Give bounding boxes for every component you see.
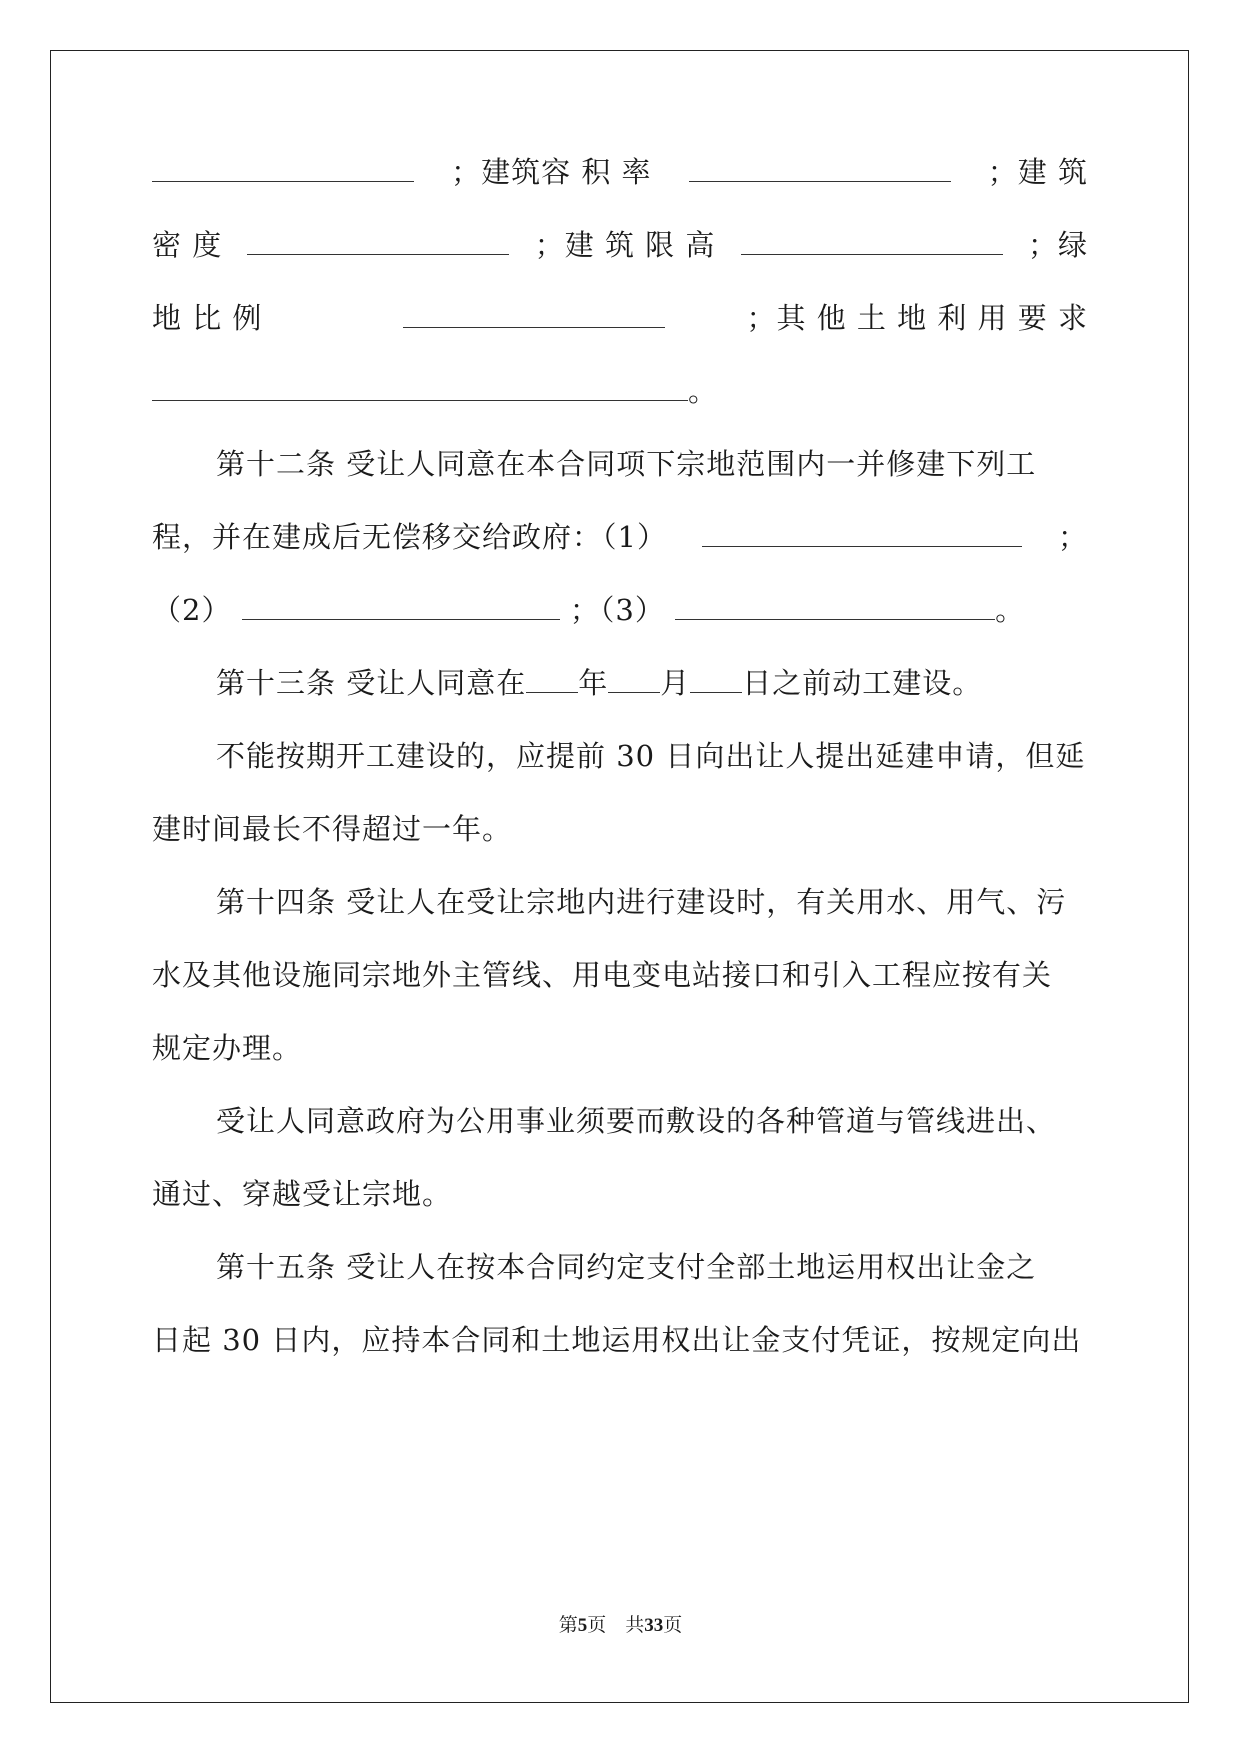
- month-label: 月: [660, 666, 691, 700]
- text-line-1: [152, 152, 1088, 192]
- period: 。: [995, 593, 1026, 627]
- paragraph-delay-line-2: 建时间最长不得超过一年。: [152, 812, 513, 846]
- blank-field-height-limit: [741, 228, 1003, 255]
- article-14-line-3: 规定办理。: [152, 1031, 303, 1065]
- blank-field-green-ratio: [403, 301, 665, 328]
- footer-suffix: 页: [663, 1615, 683, 1636]
- label-green: ；绿: [1027, 228, 1088, 262]
- year-label: 年: [578, 666, 609, 700]
- paragraph-delay-line-1: 不能按期开工建设的，应提前 30 日向出让人提出延建申请，但延: [216, 739, 1086, 773]
- article-14-line-2: 水及其他设施同宗地外主管线、用电变电站接口和引入工程应按有关: [152, 958, 1053, 992]
- footer-mid: 页 共: [587, 1615, 645, 1636]
- label-height-limit: ；建 筑 限 高: [534, 228, 716, 262]
- blank-field-density: [247, 228, 509, 255]
- article-12-line-2: [152, 517, 1088, 557]
- day-label: 日之前动工建设。: [742, 666, 983, 700]
- page-number: 5: [577, 1615, 588, 1636]
- text-line-4: [152, 371, 1088, 411]
- footer-prefix: 第: [558, 1615, 578, 1636]
- article-13: [216, 663, 1088, 703]
- page-footer: [0, 1614, 1241, 1638]
- article-15-line-1: 第十五条 受让人在按本合同约定支付全部土地运用权出让金之: [216, 1250, 1037, 1284]
- blank-field-project-2: [242, 593, 560, 620]
- label-plot-ratio: ；建筑容 积 率: [451, 155, 652, 189]
- total-pages: 33: [644, 1615, 664, 1636]
- article-12-text: 程，并在建成后无偿移交给政府：（1）: [152, 520, 667, 554]
- article-14-line-1: 第十四条 受让人在受让宗地内进行建设时，有关用水、用气、污: [216, 885, 1067, 919]
- text-line-3: [152, 298, 1088, 338]
- blank-field-month: [608, 666, 660, 693]
- article-13-text: 第十三条 受让人同意在: [216, 666, 527, 700]
- blank-field-plot-ratio: [689, 155, 951, 182]
- article-12-line-1: 第十二条 受让人同意在本合同项下宗地范围内一并修建下列工: [216, 447, 1037, 481]
- blank-field-year: [526, 666, 578, 693]
- paragraph-public-line-2: 通过、穿越受让宗地。: [152, 1177, 453, 1211]
- blank-field-plot-ratio-prefix: [152, 155, 414, 182]
- period: 。: [688, 374, 719, 408]
- label-building: ；建 筑: [987, 155, 1088, 189]
- blank-field-project-3: [675, 593, 995, 620]
- article-15-line-2: 日起 30 日内，应持本合同和土地运用权出让金支付凭证，按规定向出: [152, 1323, 1082, 1357]
- blank-field-day: [690, 666, 742, 693]
- label-density: 密 度: [152, 228, 223, 262]
- item-2-label: （2）: [152, 593, 232, 627]
- label-other-requirements: ；其 他 土 地 利 用 要 求: [746, 301, 1088, 335]
- blank-field-other-requirements: [152, 374, 688, 401]
- item-3-label: ；（3）: [569, 593, 665, 627]
- semicolon: ；: [1057, 520, 1088, 554]
- paragraph-public-line-1: 受让人同意政府为公用事业须要而敷设的各种管道与管线进出、: [216, 1104, 1057, 1138]
- article-12-line-3: [152, 590, 1088, 630]
- text-line-2: [152, 225, 1088, 265]
- label-green-ratio: 地 比 例: [152, 301, 263, 335]
- blank-field-project-1: [702, 520, 1022, 547]
